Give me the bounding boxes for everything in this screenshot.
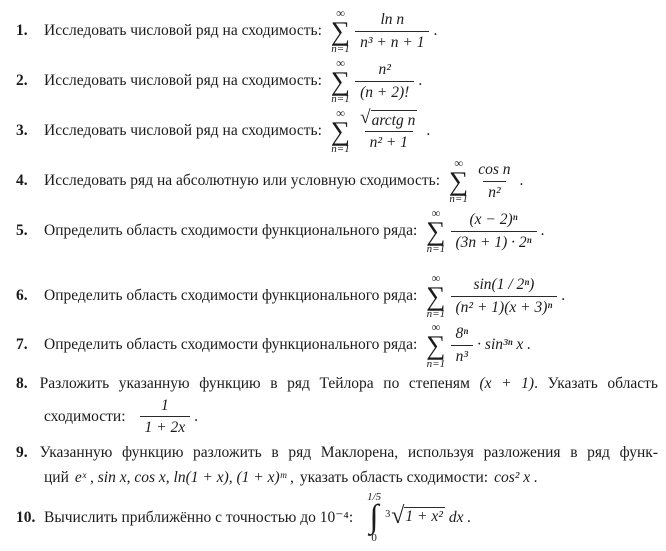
fraction-numerator: n²: [378, 61, 391, 79]
sum-upper-limit: ∞: [454, 155, 463, 170]
sigma-glyph: ∑: [449, 165, 469, 196]
integral-upper-limit: 1/5: [367, 491, 382, 504]
sum-symbol: [331, 57, 350, 106]
radical-body: 1 + x²: [405, 508, 443, 526]
target-function: cos² x .: [494, 469, 538, 487]
problem-prompt: Исследовать ряд на абсолютную или условную сходимость:: [44, 172, 440, 189]
fraction-denominator: (n + 2)!: [355, 81, 414, 102]
fraction-numerator: sin(1 / 2ⁿ): [473, 276, 535, 294]
problem-line-2: [44, 395, 654, 439]
sentence-period: .: [561, 287, 566, 304]
reference-expansions: eˣ , sin x, cos x, ln(1 + x), (1 + x)ᵐ ,: [74, 469, 294, 487]
radical-sign: √: [391, 503, 405, 530]
prompt-part-b: . Указать область: [534, 374, 659, 392]
sum-symbol: [331, 7, 350, 56]
sum-lower-limit: n=1: [426, 357, 446, 370]
sigma-glyph: ∑: [330, 115, 351, 146]
inline-math: (x + 1): [479, 374, 535, 392]
item-number: 10.: [16, 508, 36, 526]
sigma-glyph: ∑: [426, 280, 446, 311]
sigma-glyph: ∑: [330, 65, 351, 96]
sum-symbol: [426, 272, 445, 321]
problem-9: [16, 441, 658, 492]
problem-7: [16, 321, 654, 370]
convergence-label: сходимости:: [44, 407, 126, 425]
sum-lower-limit: n=1: [449, 193, 468, 206]
problem-prompt: Определить область сходимости функционального ряда:: [44, 287, 418, 304]
sentence-period: .: [433, 22, 438, 39]
sum-symbol: [449, 157, 468, 206]
sum-symbol: [426, 321, 445, 370]
radical-sign: √: [360, 106, 371, 128]
item-number: 6.: [16, 287, 28, 304]
item-number: 8.: [16, 374, 28, 392]
sigma-glyph: ∑: [330, 15, 351, 46]
sum-lower-limit: n=1: [331, 93, 350, 106]
problem-prompt: Исследовать числовой ряд на сходимость:: [44, 22, 322, 39]
fraction: [355, 106, 422, 153]
prompt-part-a: Разложить указанную функцию в ряд Тейлора по степеням: [39, 374, 470, 392]
sum-upper-limit: ∞: [431, 320, 441, 334]
sum-lower-limit: n=1: [426, 308, 446, 321]
sum-lower-limit: n=1: [331, 43, 350, 56]
fraction-denominator: 1 + 2x: [140, 416, 191, 437]
problem-3: [16, 106, 654, 156]
item-number: 5.: [16, 222, 28, 239]
fraction-denominator: n²: [483, 181, 505, 202]
problem-line-2: [44, 464, 654, 492]
problem-prompt: Определить область сходимости функционального ряда:: [44, 222, 418, 239]
prompt-part-a: Указанную функцию разложить в ряд Маклорена, используя разложения в ряд функ-: [39, 443, 658, 461]
integral-glyph: ∫: [369, 499, 379, 536]
problem-line-1: [16, 372, 659, 395]
fraction-denominator: n³: [451, 345, 473, 366]
radical-body: arctg n: [371, 111, 416, 129]
fraction: [473, 160, 515, 202]
prompt-mid: указать область сходимости:: [299, 469, 489, 487]
sum-upper-limit: ∞: [336, 105, 345, 120]
problem-prompt: Вычислить приближённо с точностью до 10⁻⁴:: [44, 509, 354, 527]
item-number: 9.: [16, 443, 28, 461]
sigma-glyph: ∑: [426, 215, 446, 246]
root-index: 3: [385, 509, 391, 521]
integral-lower-limit: 0: [371, 531, 377, 544]
fraction-numerator: (x − 2)ⁿ: [469, 211, 518, 229]
fraction: [451, 275, 558, 317]
sum-lower-limit: n=1: [331, 143, 350, 156]
integral-symbol: [367, 492, 381, 544]
square-root: [355, 106, 422, 131]
fraction-numerator: 8ⁿ: [455, 325, 469, 343]
fraction: [451, 210, 537, 252]
fraction: [355, 10, 429, 52]
problem-prompt: Исследовать числовой ряд на сходимость:: [44, 122, 322, 139]
cube-root: [385, 503, 445, 530]
prompt-continuation: ций: [44, 469, 69, 487]
sum-lower-limit: n=1: [426, 243, 446, 256]
problem-6: [16, 271, 654, 321]
sum-upper-limit: ∞: [431, 270, 441, 285]
fraction-denominator: n² + 1: [365, 131, 413, 152]
sum-symbol: [426, 207, 445, 256]
sentence-period: .: [426, 122, 431, 139]
sentence-period: .: [194, 407, 198, 425]
item-number: 7.: [16, 336, 28, 354]
formula-tail: · sin³ⁿ x .: [477, 336, 532, 354]
item-number: 4.: [16, 172, 28, 189]
item-number: 3.: [16, 122, 28, 139]
sentence-period: .: [540, 222, 545, 239]
integrand-differential: dx .: [448, 508, 472, 526]
fraction-denominator: n³ + n + 1: [355, 31, 429, 52]
sentence-period: .: [418, 72, 423, 89]
problem-2: [16, 56, 654, 106]
problem-prompt: Определить область сходимости функционального ряда:: [44, 336, 418, 354]
sentence-period: .: [519, 172, 524, 189]
sigma-glyph: ∑: [426, 330, 446, 360]
item-number: 1.: [16, 22, 28, 39]
item-number: 2.: [16, 72, 28, 89]
problem-10: [16, 492, 654, 544]
problem-5: [16, 206, 654, 256]
fraction-numerator: cos n: [478, 161, 511, 179]
problem-4: [16, 156, 654, 206]
problem-prompt: Исследовать числовой ряд на сходимость:: [44, 72, 322, 89]
fraction-numerator: 1: [160, 397, 169, 415]
sum-upper-limit: ∞: [431, 205, 441, 220]
sum-upper-limit: ∞: [336, 5, 345, 20]
fraction-numerator: ln n: [380, 11, 405, 29]
problem-8: [16, 372, 659, 439]
problem-line-1: [16, 441, 658, 464]
sum-upper-limit: ∞: [336, 55, 345, 70]
fraction: [451, 324, 474, 366]
sum-symbol: [331, 107, 350, 156]
fraction-denominator: (n² + 1)(x + 3)ⁿ: [451, 296, 558, 317]
fraction: [355, 60, 414, 102]
fraction: [140, 396, 191, 438]
problem-1: [16, 6, 654, 56]
fraction-denominator: (3n + 1) · 2ⁿ: [451, 231, 537, 252]
